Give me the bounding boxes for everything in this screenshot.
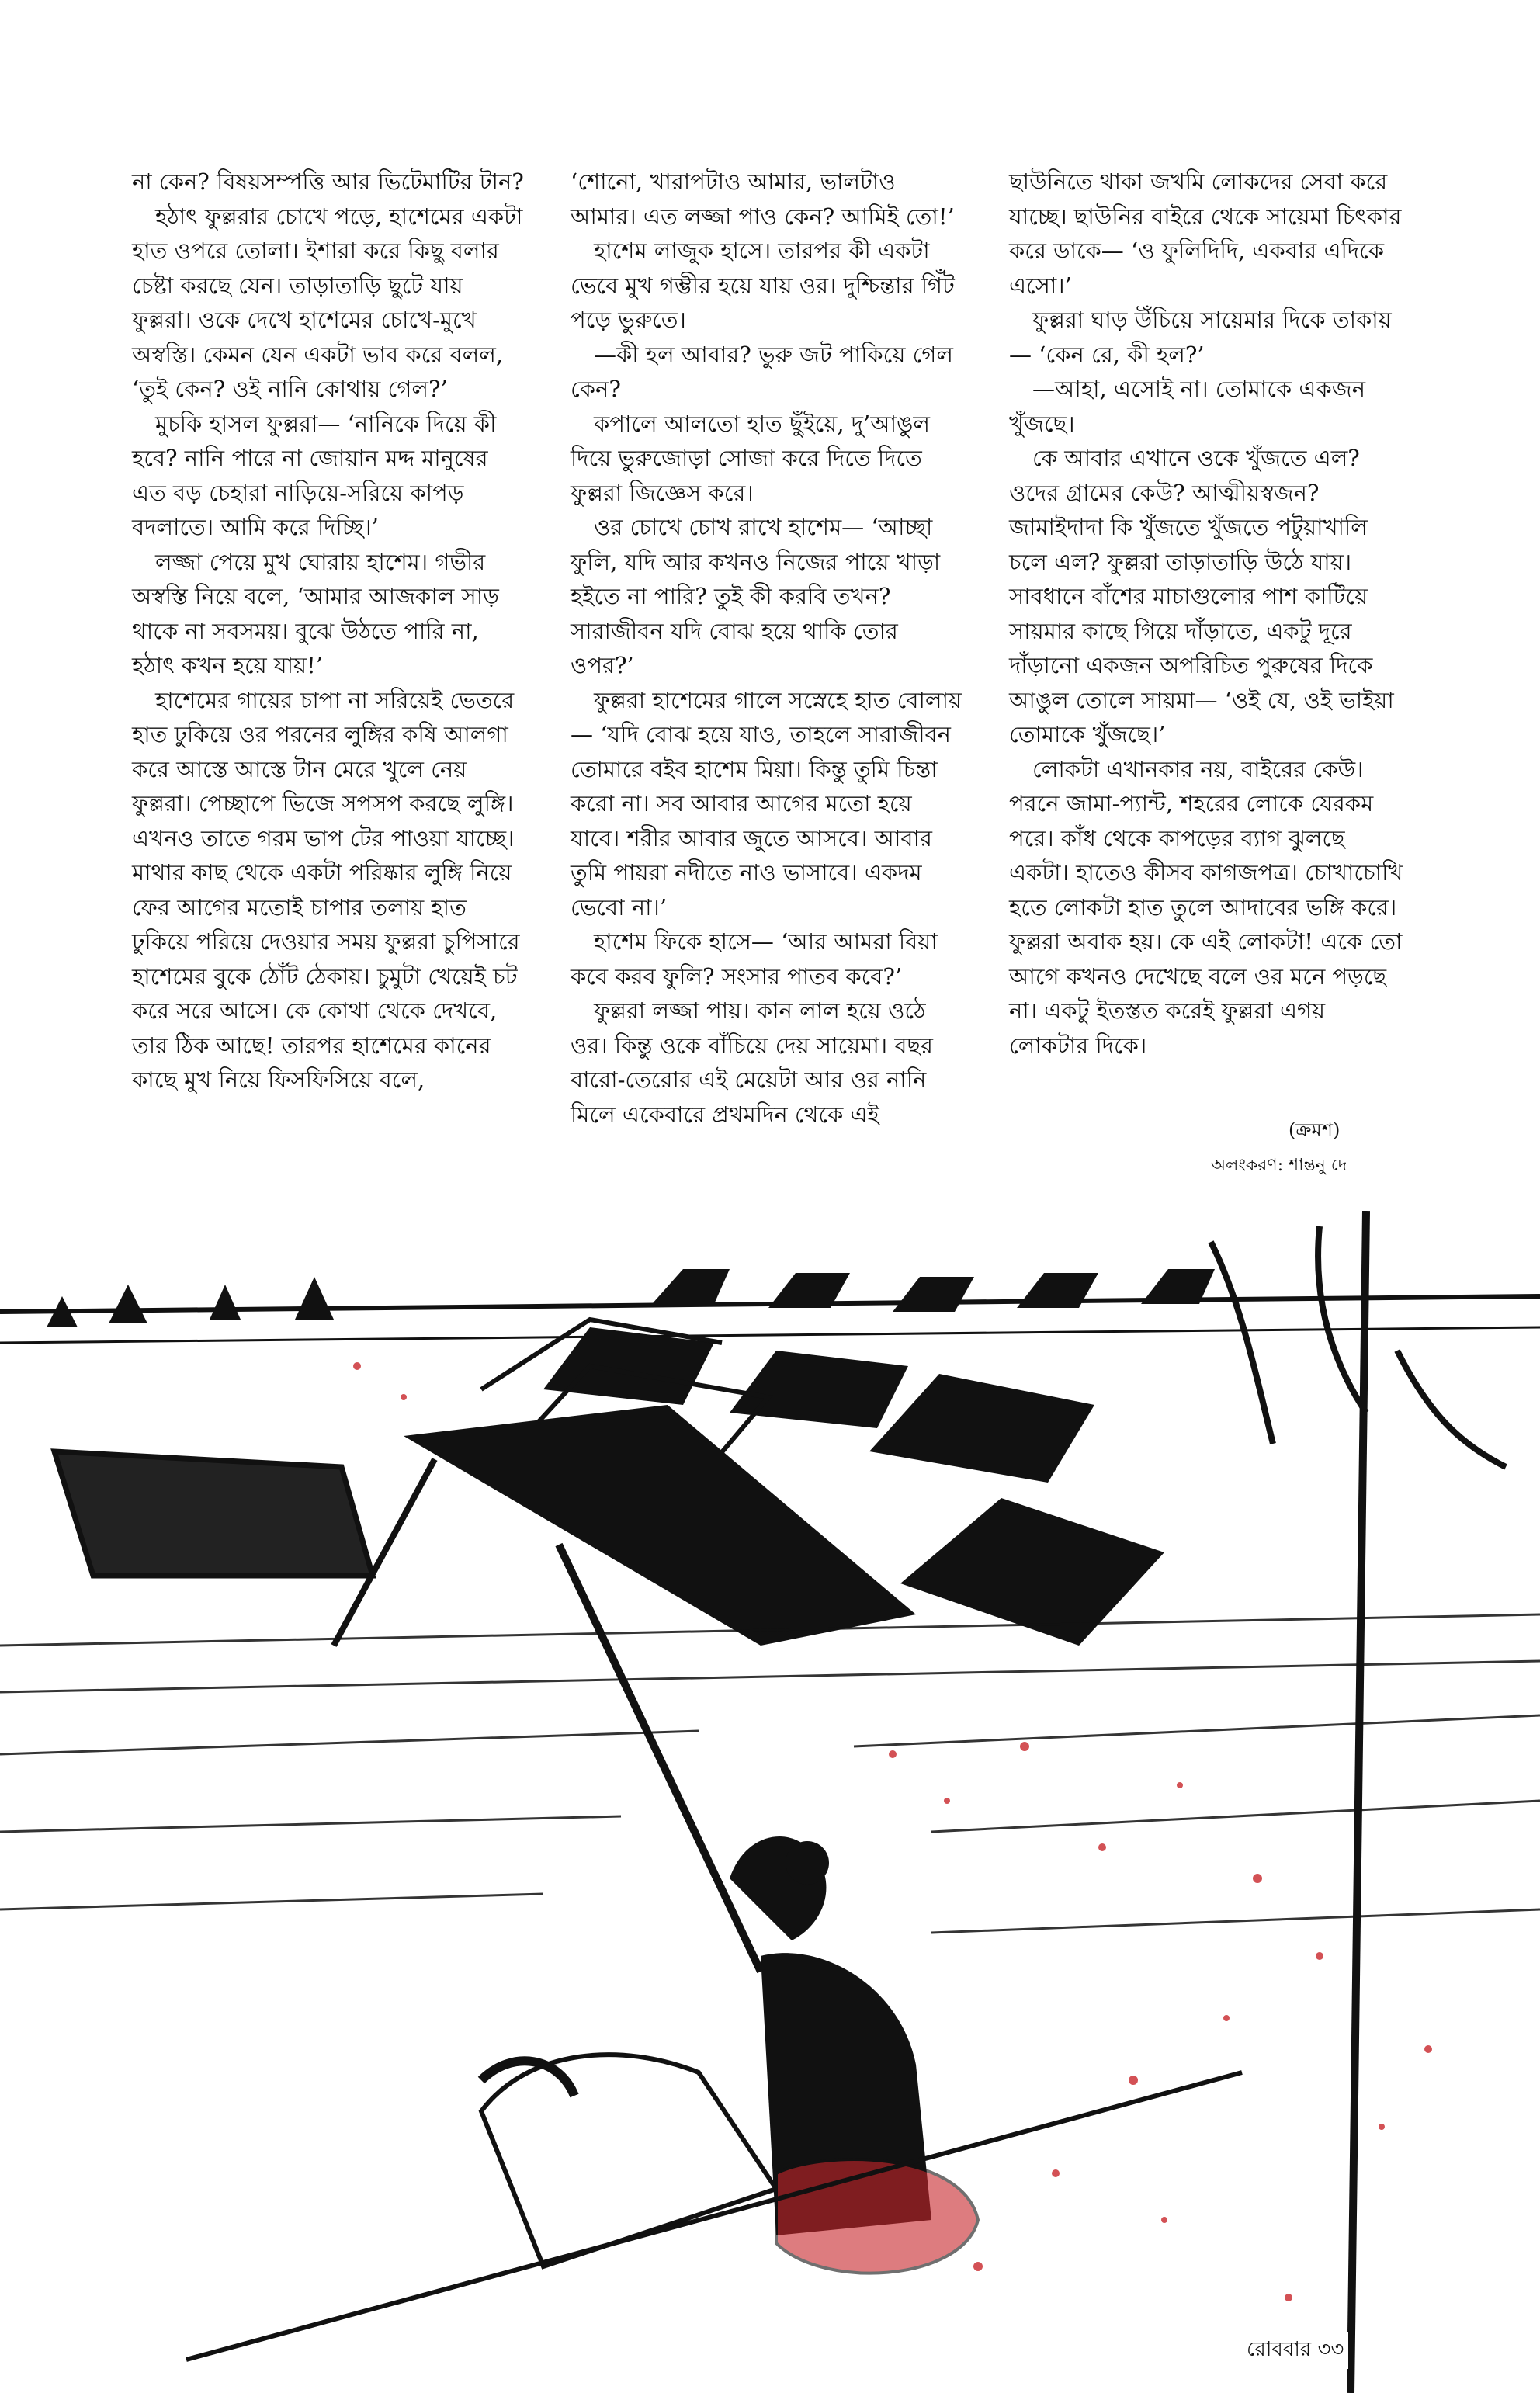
paragraph: কপালে আলতো হাত ছুঁইয়ে, দু’আঙুল দিয়ে ভুরুজোড়া সোজা করে দিতে দিতে ফুল্লরা জিজ্ঞেস করে। — [571, 410, 930, 506]
paragraph: লোকটা এখানকার নয়, বাইরের কেউ। পরনে জামা-প্যান্ট, শহরের লোকে যেরকম পরে। কাঁধ থেকে কাপড়ের ব্যাগ ঝুলছে একটা। হাতেও কীসব কাগজপত্র। চোখাচোখি হতে লোকটা হাত তুলে আদাবের ভঙ্গি করে। ফুল্লরা অবাক হয়। কে এই লোকটা! একে তো আগে কখনও দেখেছে বলে ওর মনে পড়ছে না। একটু ইতস্তত করেই ফুল্লরা এগয় লোকটার দিকে। — [1009, 755, 1403, 1059]
article-body — [132, 165, 1405, 1212]
paragraph: হঠাৎ ফুল্লরার চোখে পড়ে, হাশেমের একটা হাত ওপরে তোলা। ইশারা করে কিছু বলার চেষ্টা করছে যেন। তাড়াতাড়ি ছুটে যায় ফুল্লরা। ওকে দেখে হাশেমের চোখে-মুখে অস্বস্তি। কেমন যেন একটা ভাব করে বলল, ‘তুই কেন? ওই নানি কোথায় গেল?’ — [132, 203, 523, 402]
paragraph: হাশেম ফিকে হাসে— ‘আর আমরা বিয়া কবে করব ফুলি? সংসার পাতব কবে?’ — [571, 928, 938, 990]
column-3 — [1009, 165, 1405, 1212]
page-folio: রোববার ৩৩ — [1242, 2332, 1348, 2369]
paragraph: ফুল্লরা হাশেমের গালে সস্নেহে হাত বোলায়— ‘যদি বোঝ হয়ে যাও, তাহলে সারাজীবন তোমারে বইব হাশেম মিয়া। কিন্তু তুমি চিন্তা করো না। সব আবার আগের মতো হয়ে যাবে। শরীর আবার জুতে আসবে। আবার তুমি পায়রা নদীতে নাও ভাসাবে। একদম ভেবো না।’ — [571, 686, 962, 921]
paragraph: হাশেমের গায়ের চাপা না সরিয়েই ভেতরে হাত ঢুকিয়ে ওর পরনের লুঙ্গির কষি আলগা করে আস্তে আস্তে টান মেরে খুলে নেয় ফুল্লরা। পেচ্ছাপে ভিজে সপসপ করছে লুঙ্গি। এখনও তাতে গরম ভাপ টের পাওয়া যাচ্ছে। মাথার কাছ থেকে একটা পরিষ্কার লুঙ্গি নিয়ে ফের আগের মতোই চাপার তলায় হাত ঢুকিয়ে পরিয়ে দেওয়ার সময় ফুল্লরা চুপিসারে হাশেমের বুকে ঠোঁট ঠেকায়। চুমুটা খেয়েই চট করে সরে আসে। কে কোথা থেকে দেখবে, তার ঠিক আছে! তারপর হাশেমের কানের কাছে মুখ নিয়ে ফিসফিসিয়ে বলে, — [132, 686, 520, 1093]
paragraph: না কেন? বিষয়সম্পত্তি আর ভিটেমাটির টান? — [132, 168, 524, 195]
column-1 — [132, 165, 528, 1212]
paragraph: ফুল্লরা ঘাড় উঁচিয়ে সায়েমার দিকে তাকায়— ‘কেন রে, কী হল?’ — [1009, 307, 1392, 368]
illustration-credit: অলংকরণ: শান্তনু দে — [1211, 1156, 1348, 1175]
paragraph: হাশেম লাজুক হাসে। তারপর কী একটা ভেবে মুখ গম্ভীর হয়ে যায় ওর। দুশ্চিন্তার গিঁট পড়ে ভুরুতে। — [571, 238, 955, 333]
continued-label: (ক্রমশ) — [1289, 1119, 1341, 1141]
paragraph: —আহা, এসোই না। তোমাকে একজন খুঁজছে। — [1009, 376, 1366, 437]
paragraph: মুচকি হাসল ফুল্লরা— ‘নানিকে দিয়ে কী হবে? নানি পারে না জোয়ান মদ্দ মানুষের এত বড় চেহারা নাড়িয়ে-সরিয়ে কাপড় বদলাতে। আমি করে দিচ্ছি।’ — [132, 410, 497, 540]
paragraph: লজ্জা পেয়ে মুখ ঘোরায় হাশেম। গভীর অস্বস্তি নিয়ে বলে, ‘আমার আজকাল সাড় থাকে না সবসময়। বুঝে উঠতে পারি না, হঠাৎ কখন হয়ে যায়!’ — [132, 548, 499, 678]
illustration — [0, 1211, 1540, 2393]
paragraph: কে আবার এখানে ওকে খুঁজতে এল? ওদের গ্রামের কেউ? আত্মীয়স্বজন? জামাইদাদা কি খুঁজতে খুঁজতে পটুয়াখালি চলে এল? ফুল্লরা তাড়াতাড়ি উঠে যায়। সাবধানে বাঁশের মাচাগুলোর পাশ কাটিয়ে সায়মার কাছে গিয়ে দাঁড়াতে, একটু দূরে দাঁড়ানো একজন অপরিচিত পুরুষের দিকে আঙুল তোলে সায়মা— ‘ওই যে, ওই ভাইয়া তোমাকে খুঁজছে।’ — [1009, 445, 1394, 747]
paragraph: ছাউনিতে থাকা জখমি লোকদের সেবা করে যাচ্ছে। ছাউনির বাইরে থেকে সায়েমা চিৎকার করে ডাকে— ‘ও ফুলিদিদি, একবার এদিকে এসো।’ — [1009, 168, 1402, 299]
paragraph: —কী হল আবার? ভুরু জট পাকিয়ে গেল কেন? — [571, 341, 954, 402]
paragraph: ওর চোখে চোখ রাখে হাশেম— ‘আচ্ছা ফুলি, যদি আর কখনও নিজের পায়ে খাড়া হইতে না পারি? তুই কী করবি তখন? সারাজীবন যদি বোঝ হয়ে থাকি তোর ওপর?’ — [571, 514, 941, 678]
paragraph: ‘শোনো, খারাপটাও আমার, ভালটাও আমার। এত লজ্জা পাও কেন? আমিই তো!’ — [571, 168, 955, 230]
column-2 — [571, 165, 966, 1212]
paragraph: ফুল্লরা লজ্জা পায়। কান লাল হয়ে ওঠে ওর। কিন্তু ওকে বাঁচিয়ে দেয় সায়েমা। বছর বারো-তেরোর এই মেয়েটা আর ওর নানি মিলে একেবারে প্রথমদিন থেকে এই — [571, 997, 934, 1128]
